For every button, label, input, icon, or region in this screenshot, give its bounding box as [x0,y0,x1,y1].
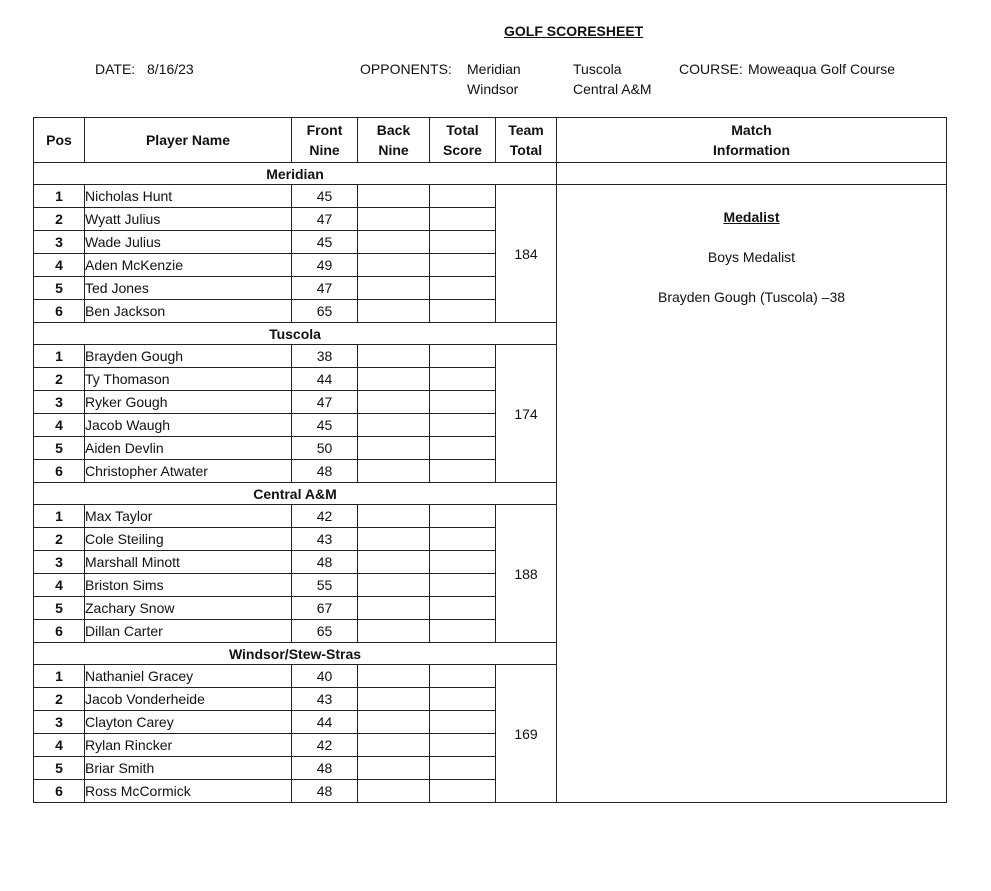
player-pos: 4 [34,414,85,437]
front-nine-score: 48 [292,780,358,803]
player-pos: 2 [34,208,85,231]
player-pos: 2 [34,368,85,391]
total-score [430,460,496,483]
scoresheet-table [33,117,947,803]
total-score [430,528,496,551]
col-team-total: Team Total [496,118,557,163]
back-nine-score [358,391,430,414]
front-nine-score: 48 [292,551,358,574]
player-name: Christopher Atwater [85,460,292,483]
player-name: Ryker Gough [85,391,292,414]
back-nine-score [358,757,430,780]
player-name: Nathaniel Gracey [85,665,292,688]
player-pos: 6 [34,780,85,803]
team-total: 169 [496,665,557,803]
player-name: Ty Thomason [85,368,292,391]
medalist-subheading: Boys Medalist [707,249,796,265]
back-nine-score [358,665,430,688]
front-nine-score: 40 [292,665,358,688]
total-score [430,505,496,528]
back-nine-score [358,460,430,483]
player-pos: 4 [34,254,85,277]
col-back-nine: Back Nine [358,118,430,163]
back-nine-score [358,277,430,300]
total-score [430,300,496,323]
medalist-heading: Medalist [723,209,780,225]
player-pos: 1 [34,505,85,528]
player-name: Briston Sims [85,574,292,597]
total-score [430,368,496,391]
team-total: 174 [496,345,557,483]
player-name: Zachary Snow [85,597,292,620]
total-score [430,551,496,574]
back-nine-score [358,437,430,460]
back-nine-score [358,414,430,437]
back-nine-score [358,734,430,757]
col-pos: Pos [34,118,85,163]
course-value: Moweaqua Golf Course [748,61,896,77]
player-pos: 4 [34,734,85,757]
back-nine-score [358,597,430,620]
back-nine-score [358,780,430,803]
team-name: Central A&M [34,483,557,505]
player-pos: 3 [34,551,85,574]
player-name: Ted Jones [85,277,292,300]
player-pos: 3 [34,391,85,414]
player-pos: 1 [34,345,85,368]
front-nine-score: 42 [292,505,358,528]
front-nine-score: 45 [292,185,358,208]
back-nine-score [358,528,430,551]
back-nine-score [358,551,430,574]
col-total-score: Total Score [430,118,496,163]
total-score [430,620,496,643]
date-value: 8/16/23 [147,61,194,77]
team-name: Tuscola [34,323,557,345]
front-nine-score: 44 [292,711,358,734]
front-nine-score: 48 [292,757,358,780]
back-nine-score [358,231,430,254]
player-name: Aden McKenzie [85,254,292,277]
back-nine-score [358,208,430,231]
match-info-panel [557,185,947,803]
player-name: Brayden Gough [85,345,292,368]
front-nine-score: 43 [292,688,358,711]
back-nine-score [358,345,430,368]
player-pos: 4 [34,574,85,597]
back-nine-score [358,505,430,528]
player-row [34,185,947,208]
player-name: Dillan Carter [85,620,292,643]
back-nine-score [358,711,430,734]
player-name: Max Taylor [85,505,292,528]
player-name: Rylan Rincker [85,734,292,757]
col-match-information: Match Information [557,118,947,163]
player-name: Ben Jackson [85,300,292,323]
player-pos: 6 [34,460,85,483]
team-total: 184 [496,185,557,323]
player-name: Jacob Vonderheide [85,688,292,711]
total-score [430,437,496,460]
front-nine-score: 67 [292,597,358,620]
team-name: Windsor/Stew-Stras [34,643,557,665]
front-nine-score: 48 [292,460,358,483]
player-pos: 5 [34,757,85,780]
front-nine-score: 49 [292,254,358,277]
total-score [430,391,496,414]
total-score [430,185,496,208]
page-title: GOLF SCORESHEET [504,23,644,39]
opponent-2: Tuscola [573,61,622,77]
player-pos: 1 [34,665,85,688]
total-score [430,254,496,277]
player-name: Briar Smith [85,757,292,780]
back-nine-score [358,574,430,597]
total-score [430,574,496,597]
back-nine-score [358,368,430,391]
total-score [430,711,496,734]
opponent-3: Windsor [467,81,519,97]
back-nine-score [358,254,430,277]
front-nine-score: 38 [292,345,358,368]
total-score [430,277,496,300]
player-name: Ross McCormick [85,780,292,803]
front-nine-score: 43 [292,528,358,551]
player-pos: 5 [34,437,85,460]
total-score [430,345,496,368]
opponent-1: Meridian [467,61,521,77]
total-score [430,780,496,803]
front-nine-score: 45 [292,414,358,437]
player-pos: 2 [34,528,85,551]
player-pos: 6 [34,300,85,323]
match-info-header-spacer [557,163,947,185]
total-score [430,414,496,437]
player-name: Cole Steiling [85,528,292,551]
team-total: 188 [496,505,557,643]
front-nine-score: 65 [292,620,358,643]
column-header-row [34,118,947,163]
front-nine-score: 55 [292,574,358,597]
player-name: Jacob Waugh [85,414,292,437]
front-nine-score: 50 [292,437,358,460]
front-nine-score: 44 [292,368,358,391]
total-score [430,597,496,620]
col-front-nine: Front Nine [292,118,358,163]
opponents-label: OPPONENTS: [360,61,452,77]
team-name: Meridian [34,163,557,185]
player-pos: 6 [34,620,85,643]
opponent-4: Central A&M [573,81,652,97]
player-pos: 3 [34,711,85,734]
total-score [430,665,496,688]
date-label: DATE: [95,61,136,77]
player-pos: 5 [34,597,85,620]
front-nine-score: 47 [292,277,358,300]
player-name: Wade Julius [85,231,292,254]
front-nine-score: 42 [292,734,358,757]
team-header-row [34,163,947,185]
player-pos: 1 [34,185,85,208]
total-score [430,734,496,757]
back-nine-score [358,185,430,208]
total-score [430,757,496,780]
player-name: Marshall Minott [85,551,292,574]
total-score [430,208,496,231]
front-nine-score: 47 [292,391,358,414]
front-nine-score: 65 [292,300,358,323]
col-player-name: Player Name [85,118,292,163]
player-pos: 3 [34,231,85,254]
total-score [430,688,496,711]
course-label: COURSE: [679,61,743,77]
player-name: Clayton Carey [85,711,292,734]
player-name: Wyatt Julius [85,208,292,231]
front-nine-score: 47 [292,208,358,231]
total-score [430,231,496,254]
player-pos: 2 [34,688,85,711]
player-name: Nicholas Hunt [85,185,292,208]
player-pos: 5 [34,277,85,300]
player-name: Aiden Devlin [85,437,292,460]
back-nine-score [358,620,430,643]
front-nine-score: 45 [292,231,358,254]
back-nine-score [358,688,430,711]
back-nine-score [358,300,430,323]
medalist-winner: Brayden Gough (Tuscola) –38 [657,289,846,305]
